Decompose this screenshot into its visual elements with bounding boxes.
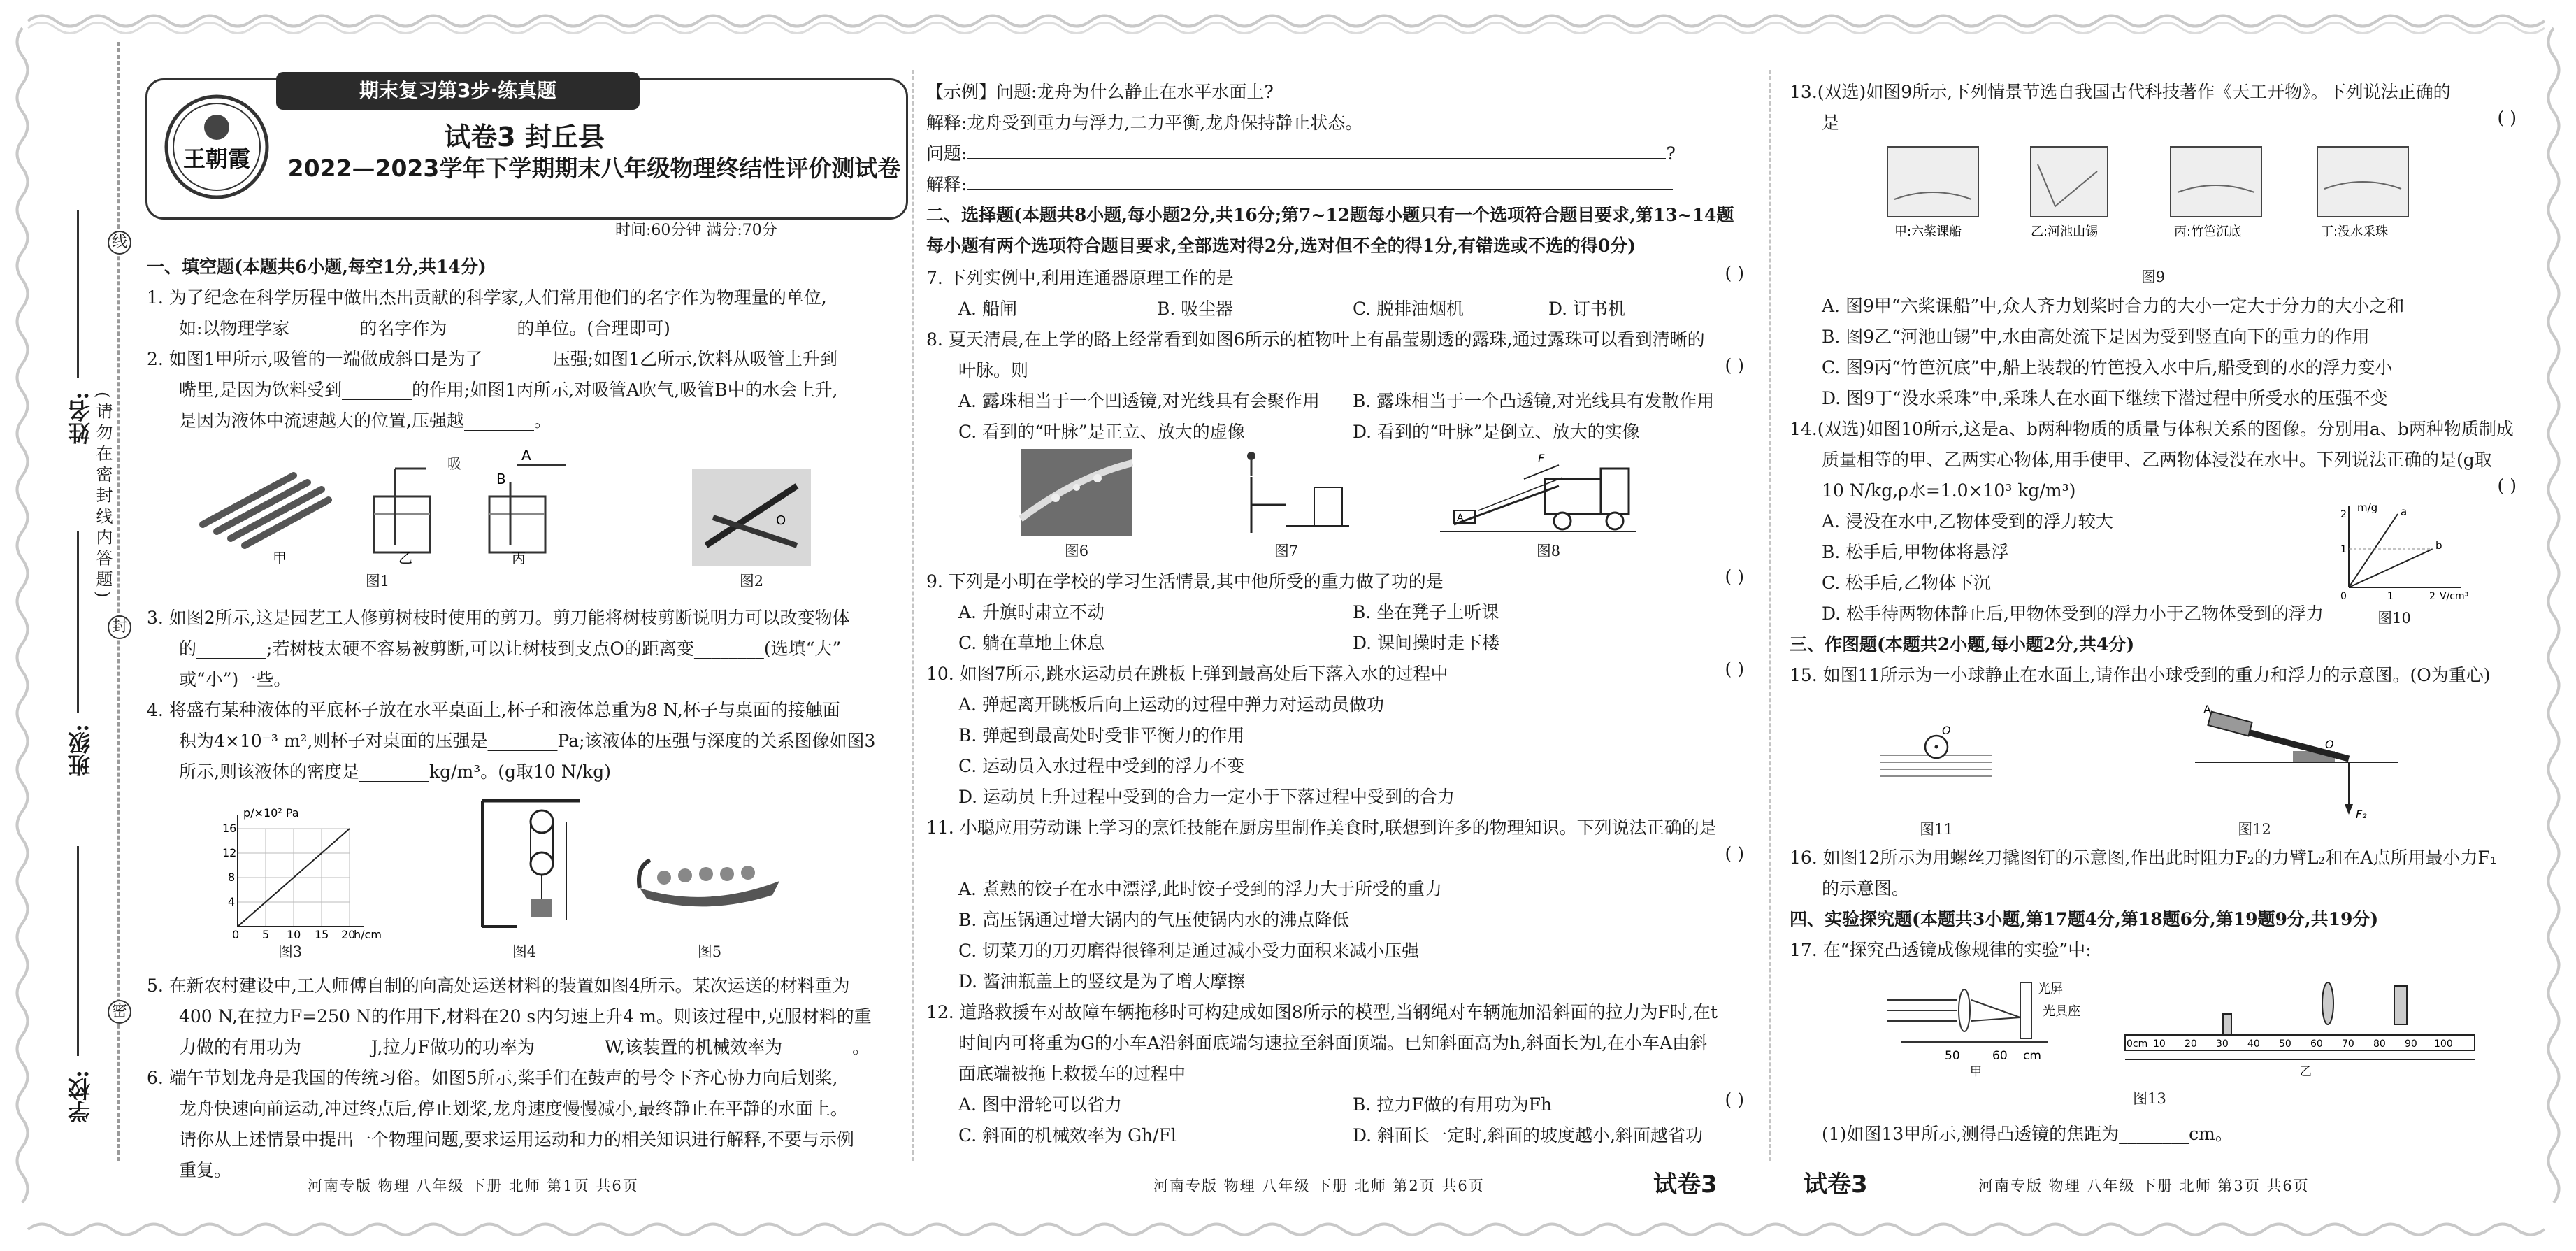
q14-option-d[interactable]: D. 松手待两物体静止后,甲物体受到的浮力小于乙物体受到的浮力 xyxy=(1822,603,2324,624)
svg-text:丁:没水采珠: 丁:没水采珠 xyxy=(2321,224,2389,239)
q13-block xyxy=(1790,77,2517,138)
figure-1-caption: 图1 xyxy=(365,573,390,589)
svg-text:12: 12 xyxy=(222,846,237,859)
figure-4-caption: 图4 xyxy=(512,943,537,960)
q4-line-3: 所示,则该液体的密度是________kg/m³。(g取10 N/kg) xyxy=(179,762,611,782)
student-explain-line xyxy=(926,169,1744,200)
q2-line-1: 2. 如图1甲所示,吸管的一端做成斜口是为了________压强;如图1乙所示,饮料从吸管上升到 xyxy=(147,349,837,369)
q9-options-row1 xyxy=(926,597,1744,628)
figure-9-caption: 图9 xyxy=(2140,269,2166,285)
svg-text:王朝霞: 王朝霞 xyxy=(182,145,251,172)
q12-option-b[interactable]: B. 拉力F做的有用功为Fh xyxy=(1353,1094,1553,1115)
svg-text:b: b xyxy=(2435,539,2442,552)
class-label: 班级: xyxy=(67,724,94,777)
svg-text:90: 90 xyxy=(2405,1038,2417,1050)
binding-mark-2: 封 xyxy=(108,615,131,639)
q10-option-a[interactable]: A. 弹起离开跳板后向上运动的过程中弹力对运动员做功 xyxy=(958,694,1384,715)
footer-page-3: 河南专版 物理 八年级 下册 北师 第3页 共6页 xyxy=(1978,1178,2310,1194)
q12-option-d[interactable]: D. 斜面长一定时,斜面的坡度越小,斜面越省功 xyxy=(1353,1125,1703,1145)
column-1-middle xyxy=(147,603,902,787)
figure-13-lens-bench xyxy=(1880,972,2482,1077)
svg-text:20: 20 xyxy=(2185,1038,2197,1050)
q3-line-1: 3. 如图2所示,这是园艺工人修剪树枝时使用的剪刀。剪刀能将树枝剪断说明力可以改变物体 xyxy=(147,608,850,628)
svg-text:A: A xyxy=(521,447,531,464)
footer-page-1: 河南专版 物理 八年级 下册 北师 第1页 共6页 xyxy=(308,1178,639,1194)
figure-8-caption: 图8 xyxy=(1536,543,1561,559)
svg-text:16: 16 xyxy=(222,822,237,835)
svg-text:70: 70 xyxy=(2342,1038,2354,1050)
figure-7-caption: 图7 xyxy=(1274,543,1299,559)
column-divider-2 xyxy=(1769,70,1771,1161)
figure-2-caption: 图2 xyxy=(739,573,764,589)
explain-label: 解释: xyxy=(926,174,967,194)
q11-option-b[interactable]: B. 高压锅通过增大锅内的气压使锅内水的沸点降低 xyxy=(958,910,1350,930)
q11-stem: 11. 小聪应用劳动课上学习的烹饪技能在厨房里制作美食时,联想到许多的物理知识。下列说法正确的是 xyxy=(926,817,1717,838)
figure-9-tiangong-kaiwu xyxy=(1873,143,2433,241)
q7-option-a[interactable]: A. 船闸 xyxy=(958,299,1017,319)
q12-option-c[interactable]: C. 斜面的机械效率为 Gh/Fl xyxy=(958,1125,1177,1145)
svg-text:乙: 乙 xyxy=(2300,1065,2312,1079)
q7-option-c[interactable]: C. 脱排油烟机 xyxy=(1353,299,1465,319)
q14-option-b[interactable]: B. 松手后,甲物体将悬浮 xyxy=(1822,542,2009,562)
svg-text:1: 1 xyxy=(2340,544,2347,555)
q8-option-b[interactable]: B. 露珠相当于一个凸透镜,对光线具有发散作用 xyxy=(1353,391,1715,411)
q13-option-a[interactable]: A. 图9甲“六桨课船”中,众人齐力划桨时合力的大小一定大于分力的大小之和 xyxy=(1822,296,2405,316)
q7-stem: 7. 下列实例中,利用连通器原理工作的是 xyxy=(926,268,1234,288)
q8-stem-1: 8. 夏天清晨,在上学的路上经常看到如图6所示的植物叶上有晶莹剔透的露珠,通过露珠可以看到清晰的 xyxy=(926,329,1705,350)
svg-text:V/cm³: V/cm³ xyxy=(2440,591,2469,602)
figure-6-caption: 图6 xyxy=(1064,543,1089,559)
svg-text:F₂: F₂ xyxy=(2356,808,2367,821)
svg-text:0cm: 0cm xyxy=(2127,1038,2148,1050)
paper-subtitle: 2022—2023学年下学期期末八年级物理终结性评价测试卷 xyxy=(287,155,901,182)
q8-option-a[interactable]: A. 露珠相当于一个凹透镜,对光线具有会聚作用 xyxy=(958,391,1320,411)
svg-text:50: 50 xyxy=(1945,1049,1960,1063)
q11-paren-row xyxy=(926,843,1744,874)
svg-text:A: A xyxy=(2203,703,2211,716)
svg-text:B: B xyxy=(496,471,506,487)
figure-3-caption: 图3 xyxy=(278,943,303,960)
example-question: 【示例】问题:龙舟为什么静止在水平水面上? xyxy=(926,82,1274,102)
figure-1-straws xyxy=(189,448,692,566)
q12-stem-3: 面底端被拖上救援车的过程中 xyxy=(958,1064,1186,1084)
q16-stem-1: 16. 如图12所示为用螺丝刀撬图钉的示意图,作出此时阻力F₂的力臂L₂和在A点所用最小力F₁ xyxy=(1790,848,2497,868)
q6-line-3: 请你从上述情景中提出一个物理问题,要求运用运动和力的相关知识进行解释,不要与示例 xyxy=(179,1129,854,1150)
example-answer: 解释:龙舟受到重力与浮力,二力平衡,龙舟保持静止状态。 xyxy=(926,113,1363,133)
q7-options xyxy=(926,294,1744,324)
svg-text:F: F xyxy=(1538,452,1545,465)
question-label: 问题: xyxy=(926,143,967,164)
svg-text:15: 15 xyxy=(315,928,329,941)
q14-stem-3: 10 N/kg,ρ水=1.0×10³ kg/m³) xyxy=(1822,480,2076,501)
q12-option-a[interactable]: A. 图中滑轮可以省力 xyxy=(958,1094,1122,1115)
q12-stem-1: 12. 道路救援车对故障车辆拖移时可构建成如图8所示的模型,当钢绳对车辆施加沿斜面的拉力为F时,在t xyxy=(926,1002,1718,1022)
q14-answer-paren[interactable]: ( ) xyxy=(2497,476,2517,496)
q7-option-d[interactable]: D. 订书机 xyxy=(1548,299,1626,319)
section-3-heading: 三、作图题(本题共2小题,每小题2分,共4分) xyxy=(1790,634,2135,655)
binding-note: (请勿在密封线内答题) xyxy=(93,392,113,602)
svg-text:m/g: m/g xyxy=(2357,501,2378,514)
svg-text:A: A xyxy=(1457,513,1464,524)
figure-2-shears xyxy=(692,469,811,566)
q3-line-2: 的________;若树枝太硬不容易被剪断,可以让树枝到支点O的距离变________(选填“大” xyxy=(179,638,842,659)
svg-text:5: 5 xyxy=(262,928,270,941)
q1-line-1: 1. 为了纪念在科学历程中做出杰出贡献的科学家,人们常用他们的名字作为物理量的单位, xyxy=(147,287,827,308)
paper-number-right: 试卷3 xyxy=(1804,1171,1868,1199)
q14-stem-1: 14.(双选)如图10所示,这是a、b两种物质的质量与体积关系的图像。分别用a、b两种物质制成 xyxy=(1790,419,2514,439)
svg-text:O: O xyxy=(1942,724,1951,737)
svg-text:4: 4 xyxy=(228,895,236,908)
q8-options-row2 xyxy=(926,417,1744,448)
q17-stem: 17. 在“探究凸透镜成像规律的实验”中: xyxy=(1790,940,2092,960)
q9-stem: 9. 下列是小明在学校的学习生活情景,其中他所受的重力做了功的是 xyxy=(926,571,1444,592)
svg-text:丙:竹笆沉底: 丙:竹笆沉底 xyxy=(2174,224,2242,239)
svg-text:光屏: 光屏 xyxy=(2038,982,2063,996)
column-divider-1 xyxy=(912,70,914,1161)
figure-5-caption: 图5 xyxy=(697,943,722,960)
q8-option-d[interactable]: D. 看到的“叶脉”是倒立、放大的实像 xyxy=(1353,422,1640,442)
q7-block xyxy=(926,263,1744,448)
figure-10-caption: 图10 xyxy=(2377,610,2411,627)
section-2-heading-1: 二、选择题(本题共8小题,每小题2分,共16分;第7~12题每小题只有一个选项符合题目要求,第13~14题 xyxy=(926,205,1734,225)
binding-cut-line xyxy=(117,42,120,1161)
q6-line-4: 重复。 xyxy=(179,1160,232,1180)
q14-option-a[interactable]: A. 浸没在水中,乙物体受到的浮力较大 xyxy=(1822,511,2113,531)
q13-option-c[interactable]: C. 图9丙“竹笆沉底”中,船上装载的竹笆投入水中后,船受到的水的浮力变小 xyxy=(1822,357,2393,378)
q4-line-1: 4. 将盛有某种液体的平底杯子放在水平桌面上,杯子和液体总重为8 N,杯子与桌面的接触面 xyxy=(147,700,840,720)
svg-text:吸: 吸 xyxy=(447,455,461,472)
q15-stem: 15. 如图11所示为一小球静止在水面上,请作出小球受到的重力和浮力的示意图。(O为重心) xyxy=(1790,665,2491,685)
svg-text:100: 100 xyxy=(2434,1038,2453,1050)
q9-option-c[interactable]: C. 躺在草地上休息 xyxy=(958,633,1105,653)
svg-text:60: 60 xyxy=(2310,1038,2323,1050)
student-question-line: 问题: ? xyxy=(926,143,1676,164)
q12-answer-paren[interactable]: ( ) xyxy=(1725,1089,1744,1110)
q2-line-3: 是因为液体中流速越大的位置,压强越________。 xyxy=(179,410,552,431)
section-1-heading: 一、填空题(本题共6小题,每空1分,共14分) xyxy=(147,257,487,277)
binding-mark-3: 密 xyxy=(108,1000,131,1024)
svg-text:a: a xyxy=(2401,506,2408,518)
figure-12-caption: 图12 xyxy=(2238,821,2271,838)
q16-stem-2: 的示意图。 xyxy=(1822,878,1910,899)
school-label: 学校: xyxy=(67,1070,94,1123)
figure-12-screwdriver xyxy=(2188,703,2412,825)
section-4-heading: 四、实验探究题(本题共3小题,第17题4分,第18题6分,第19题9分,共19分) xyxy=(1790,909,2379,929)
q10-stem: 10. 如图7所示,跳水运动员在跳板上弹到最高处后下落入水的过程中 xyxy=(926,664,1448,684)
q2-line-2: 嘴里,是因为饮料受到________的作用;如图1丙所示,对吸管A吹气,吸管B中的水会上升, xyxy=(179,380,838,400)
column-1-bottom xyxy=(147,971,902,1186)
figure-11-floating-ball xyxy=(1880,720,1992,797)
class-field[interactable] xyxy=(77,531,79,713)
paper-number-mid: 试卷3 xyxy=(1653,1171,1718,1199)
q14-stem-2: 质量相等的甲、乙两实心物体,用手使甲、乙两物体浸没在水中。下列说法正确的是(g取 xyxy=(1822,450,2492,470)
svg-text:1: 1 xyxy=(2387,591,2394,602)
paper-title: 试卷3 封丘县 xyxy=(444,122,605,152)
figure-11-caption: 图11 xyxy=(1920,821,1953,838)
svg-text:p/×10² Pa: p/×10² Pa xyxy=(243,806,299,820)
svg-text:10: 10 xyxy=(287,928,301,941)
svg-text:光具座: 光具座 xyxy=(2043,1004,2080,1019)
q13-stem-2: 是 xyxy=(1822,113,1840,133)
wavy-border-top xyxy=(28,7,2552,35)
q12-stem-2: 时间内可将重为G的小车A沿斜面底端匀速拉至斜面顶端。已知斜面高为h,斜面长为l,在小车A由斜 xyxy=(958,1033,1708,1053)
svg-text:30: 30 xyxy=(2216,1038,2229,1050)
q5-line-3: 力做的有用功为________J,拉力F做功的功率为________W,该装置的机械效率为________。 xyxy=(179,1037,870,1057)
q16-and-section-4 xyxy=(1790,843,2517,966)
figure-8-tow-truck xyxy=(1440,451,1636,538)
figure-6-dew-leaf xyxy=(1021,449,1132,536)
svg-text:h/cm: h/cm xyxy=(354,928,382,941)
figure-13-caption: 图13 xyxy=(2133,1090,2166,1107)
section-2-heading-2: 每小题有两个选项符合题目要求,全部选对得2分,选对但不全的得1分,有错选或不选的得0分) xyxy=(926,236,1636,256)
q6-line-1: 6. 端午节划龙舟是我国的传统习俗。如图5所示,桨手们在鼓声的号令下齐心协力向后划桨, xyxy=(147,1068,838,1088)
explain-answer-blank[interactable] xyxy=(967,189,1673,190)
column-1 xyxy=(147,252,902,436)
wavy-border-left xyxy=(8,28,36,1217)
footer-page-2: 河南专版 物理 八年级 下册 北师 第2页 共6页 xyxy=(1153,1178,1485,1194)
figure-3-pressure-graph xyxy=(196,804,382,941)
binding-mark-1: 线 xyxy=(108,231,131,255)
q6-line-2: 龙舟快速向前运动,冲过终点后,停止划桨,龙舟速度慢慢减小,最终静止在平静的水面上。 xyxy=(179,1099,848,1119)
q7-answer-paren[interactable]: ( ) xyxy=(1725,263,1744,283)
q1-line-2: 如:以物理学家________的名字作为________的单位。(合理即可) xyxy=(179,318,670,338)
svg-text:0: 0 xyxy=(2340,591,2347,602)
q13-option-d[interactable]: D. 图9丁“没水采珠”中,采珠人在水面下继续下潜过程中所受水的压强不变 xyxy=(1822,388,2388,408)
q9-options-row2 xyxy=(926,628,1744,659)
q5-line-2: 400 N,在拉力F=250 N的作用下,材料在20 s内匀速上升4 m。则该过程中,克服材料的重 xyxy=(179,1006,872,1027)
svg-text:40: 40 xyxy=(2247,1038,2260,1050)
q10-option-d[interactable]: D. 运动员上升过程中受到的合力一定小于下落过程中受到的合力 xyxy=(958,787,1455,807)
q8-options-row1 xyxy=(926,386,1744,417)
name-label: 姓名: xyxy=(67,392,94,445)
svg-text:10: 10 xyxy=(2153,1038,2166,1050)
q12-options-row2 xyxy=(926,1120,1744,1158)
svg-text:O: O xyxy=(776,513,786,528)
q9-to-q12-block xyxy=(926,566,1744,1158)
q10-option-b[interactable]: B. 弹起到最高处时受非平衡力的作用 xyxy=(958,725,1245,745)
question-answer-blank[interactable] xyxy=(967,158,1666,159)
q7-option-b[interactable]: B. 吸尘器 xyxy=(1157,299,1234,319)
q3-line-3: 或“小”)一些。 xyxy=(179,669,292,689)
q11-option-c[interactable]: C. 切菜刀的刀刃磨得很锋利是通过减小受力面积来减小压强 xyxy=(958,941,1420,961)
q17-part-1 xyxy=(1790,1119,2517,1150)
q10-answer-paren[interactable]: ( ) xyxy=(1725,659,1744,679)
q11-option-d[interactable]: D. 酱油瓶盖上的竖纹是为了增大摩擦 xyxy=(958,971,1246,992)
svg-text:乙:河池山锡: 乙:河池山锡 xyxy=(2031,224,2099,239)
q9-option-b[interactable]: B. 坐在凳子上听课 xyxy=(1353,602,1499,622)
q5-line-1: 5. 在新农村建设中,工人师傅自制的向高处运送材料的装置如图4所示。某次运送的材料重为 xyxy=(147,975,850,996)
q8-answer-paren[interactable]: ( ) xyxy=(1725,355,1744,376)
q9-option-d[interactable]: D. 课间操时走下楼 xyxy=(1353,633,1500,653)
time-score-info: 时间:60分钟 满分:70分 xyxy=(615,222,777,239)
q17-sub-1: (1)如图13甲所示,测得凸透镜的焦距为________cm。 xyxy=(1822,1124,2233,1144)
svg-text:80: 80 xyxy=(2373,1038,2386,1050)
svg-text:20: 20 xyxy=(341,928,356,941)
svg-text:0: 0 xyxy=(232,928,240,941)
q10-option-c[interactable]: C. 运动员入水过程中受到的浮力不变 xyxy=(958,756,1245,776)
svg-text:丙: 丙 xyxy=(512,550,526,566)
q4-line-2: 积为4×10⁻³ m²,则杯子对桌面的压强是________Pa;该液体的压强与深度的关系图像如图3 xyxy=(179,731,876,751)
q13-stem-1: 13.(双选)如图9所示,下列情景节选自我国古代科技著作《天工开物》。下列说法正确的 xyxy=(1790,82,2451,102)
figure-5-dragon-boat xyxy=(636,839,783,916)
figure-10-mass-volume-graph xyxy=(2328,500,2468,605)
svg-text:2: 2 xyxy=(2340,509,2347,520)
q9-answer-paren[interactable]: ( ) xyxy=(1725,566,1744,587)
svg-text:乙: 乙 xyxy=(398,550,412,566)
svg-text:甲:六桨课船: 甲:六桨课船 xyxy=(1894,224,1962,239)
svg-text:2: 2 xyxy=(2429,591,2435,602)
school-field[interactable] xyxy=(77,846,79,1056)
q11-answer-paren[interactable]: ( ) xyxy=(1725,843,1744,864)
wavy-border-bottom xyxy=(28,1215,2552,1243)
review-step-tab: 期末复习第3步·练真题 xyxy=(276,72,640,110)
q9-option-a[interactable]: A. 升旗时肃立不动 xyxy=(958,602,1104,622)
q12-options-row1 xyxy=(926,1089,1744,1120)
svg-text:8: 8 xyxy=(228,871,236,884)
wavy-border-right xyxy=(2540,28,2568,1217)
name-field[interactable] xyxy=(77,210,79,378)
column-2-top xyxy=(926,77,1744,262)
q13-options-and-q14 xyxy=(1790,291,2517,691)
q8-option-c[interactable]: C. 看到的“叶脉”是正立、放大的虚像 xyxy=(958,422,1245,442)
svg-text:50: 50 xyxy=(2279,1038,2291,1050)
q8-stem-2: 叶脉。则 xyxy=(958,360,1029,380)
q11-option-a[interactable]: A. 煮熟的饺子在水中漂浮,此时饺子受到的浮力大于所受的重力 xyxy=(958,879,1442,899)
q13-option-b[interactable]: B. 图9乙“河池山锡”中,水由高处流下是因为受到竖直向下的重力的作用 xyxy=(1822,327,2370,347)
svg-text:cm: cm xyxy=(2023,1049,2041,1063)
figure-4-pulley xyxy=(468,794,587,934)
svg-text:甲: 甲 xyxy=(273,550,287,566)
publisher-logo xyxy=(157,91,276,203)
svg-text:60: 60 xyxy=(1992,1049,2008,1063)
svg-text:O: O xyxy=(2325,738,2334,751)
q14-option-c[interactable]: C. 松手后,乙物体下沉 xyxy=(1822,573,1992,593)
q13-answer-paren[interactable]: ( ) xyxy=(2497,108,2517,128)
svg-text:甲: 甲 xyxy=(1970,1065,1982,1079)
figure-7-diver xyxy=(1230,449,1349,536)
